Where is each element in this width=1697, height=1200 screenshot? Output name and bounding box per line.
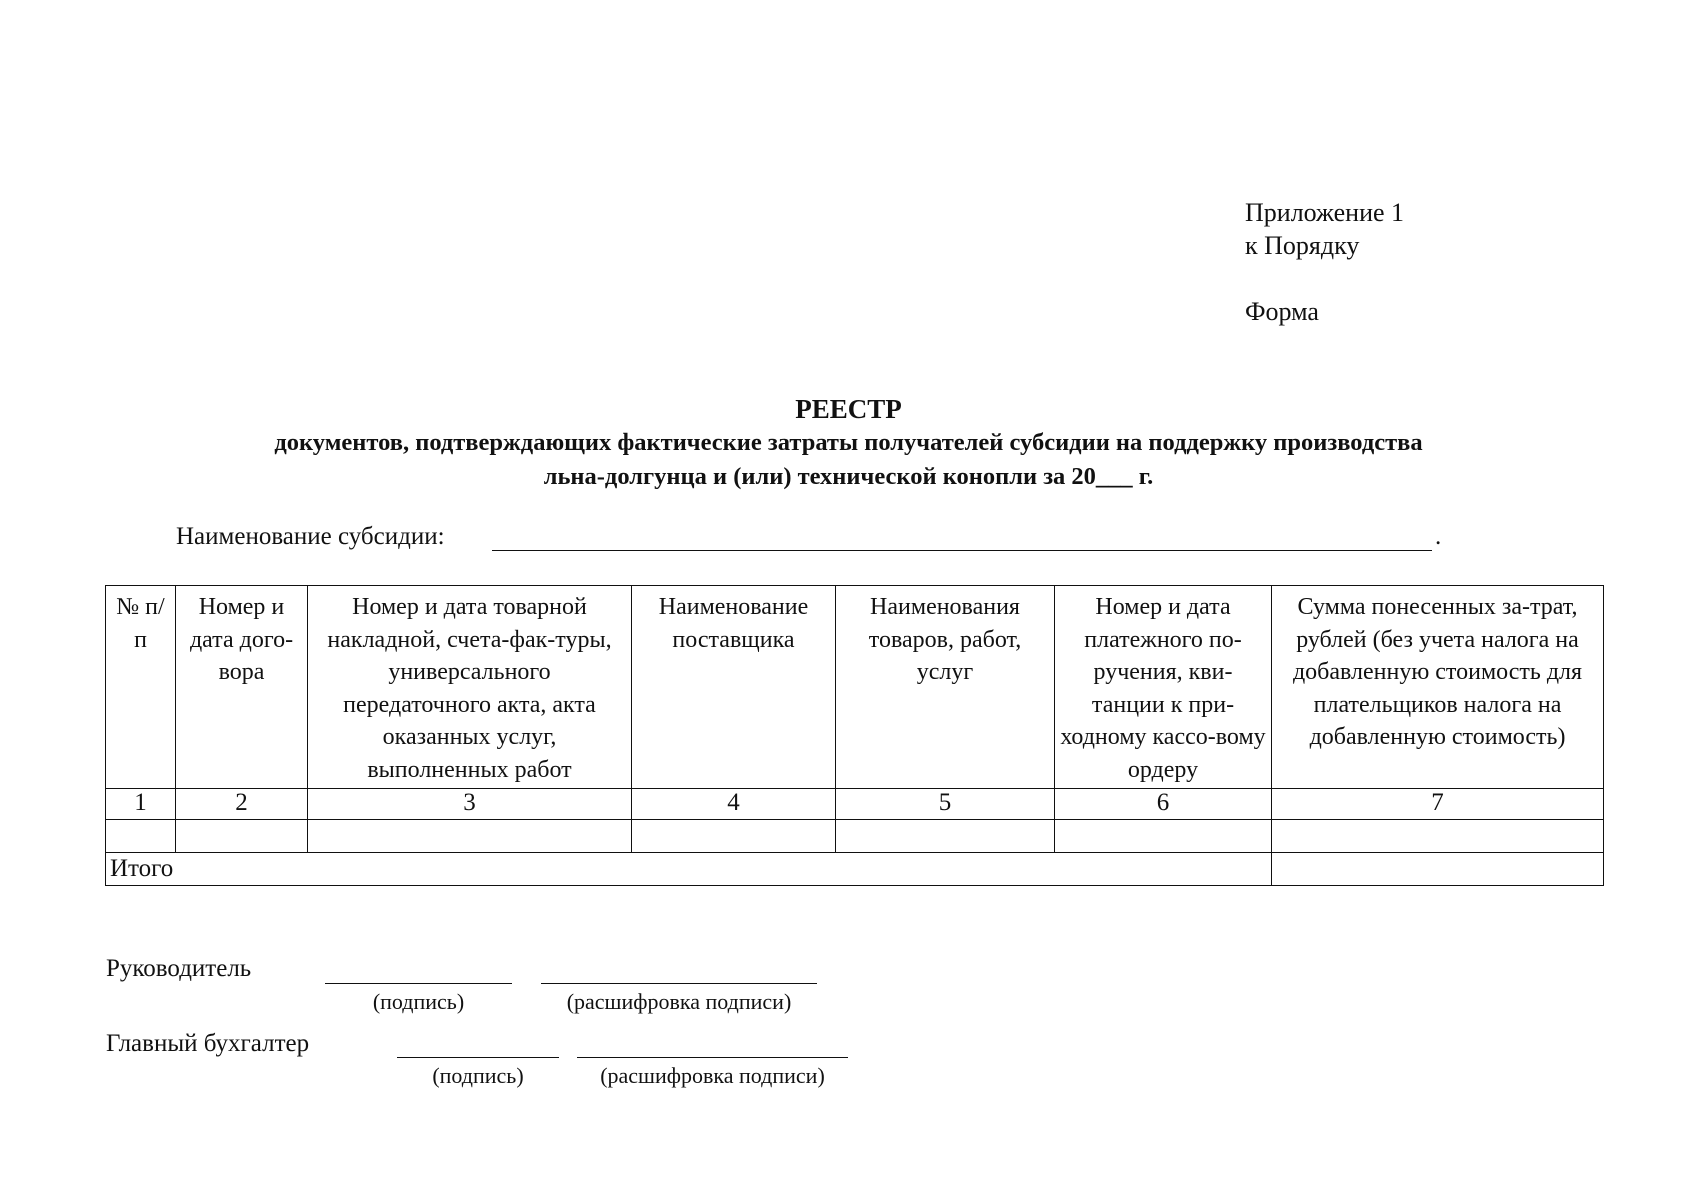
table-row [106,820,1604,853]
accountant-signature-caption: (подпись) [432,1063,524,1088]
header-cell: Номер и дата платежного по-ручения, кви-танции к при-ходному кассо-вому ордеру [1055,586,1272,789]
head-signature-line[interactable] [325,983,512,984]
title-line-3: льна-долгунца и (или) технической конопли за 20___ г. [543,463,1154,490]
registry-table [105,585,1604,886]
appendix-block [1245,196,1404,328]
title-main: РЕЕСТР [795,394,902,424]
table-cell[interactable] [308,820,632,853]
table-cell[interactable] [632,820,836,853]
accountant-signature-line[interactable] [397,1057,559,1058]
head-name-line[interactable] [541,983,817,984]
head-name-caption: (расшифровка подписи) [566,989,792,1014]
table-cell[interactable] [106,820,176,853]
header-cell: Номер и дата товарной накладной, счета-фак-туры, универсального передаточного акта, акта оказанных услуг, выполненных работ [308,586,632,789]
column-number: 6 [1055,789,1272,820]
total-label: Итого [106,853,1272,886]
accountant-name-caption: (расшифровка подписи) [600,1063,825,1088]
form-label: Форма [1245,297,1319,326]
title-line-2: документов, подтверждающих фактические затраты получателей субсидии на поддержку производства [274,429,1423,456]
column-number: 1 [106,789,176,820]
column-number: 2 [176,789,308,820]
head-signature-caption: (подпись) [372,989,465,1014]
document-title [0,392,1697,494]
column-number-row [106,789,1604,820]
column-number: 3 [308,789,632,820]
header-cell: Наименования товаров, работ, услуг [836,586,1055,789]
column-number: 4 [632,789,836,820]
appendix-number: Приложение 1 [1245,198,1405,227]
column-number: 5 [836,789,1055,820]
header-cell: Сумма понесенных за-трат, рублей (без учета налога на добавленную стоимость для плательщиков налога на добавленную стоимость) [1272,586,1604,789]
table-cell[interactable] [1055,820,1272,853]
header-cell: Наименование поставщика [632,586,836,789]
header-cell: Номер и дата дого-вора [176,586,308,789]
appendix-reference: к Порядку [1245,231,1360,260]
header-cell: № п/п [106,586,176,789]
subsidy-end-mark: . [1435,523,1442,550]
accountant-name-line[interactable] [577,1057,848,1058]
total-amount-cell[interactable] [1272,853,1604,886]
subsidy-name-field[interactable] [492,550,1432,551]
table-cell[interactable] [1272,820,1604,853]
header-row [106,586,1604,789]
table-cell[interactable] [836,820,1055,853]
table-cell[interactable] [176,820,308,853]
subsidy-name-row [176,523,1442,551]
subsidy-label: Наименование субсидии: [176,523,445,550]
head-role: Руководитель [106,955,252,982]
total-row [106,853,1604,886]
accountant-role: Главный бухгалтер [106,1030,310,1057]
column-number: 7 [1272,789,1604,820]
